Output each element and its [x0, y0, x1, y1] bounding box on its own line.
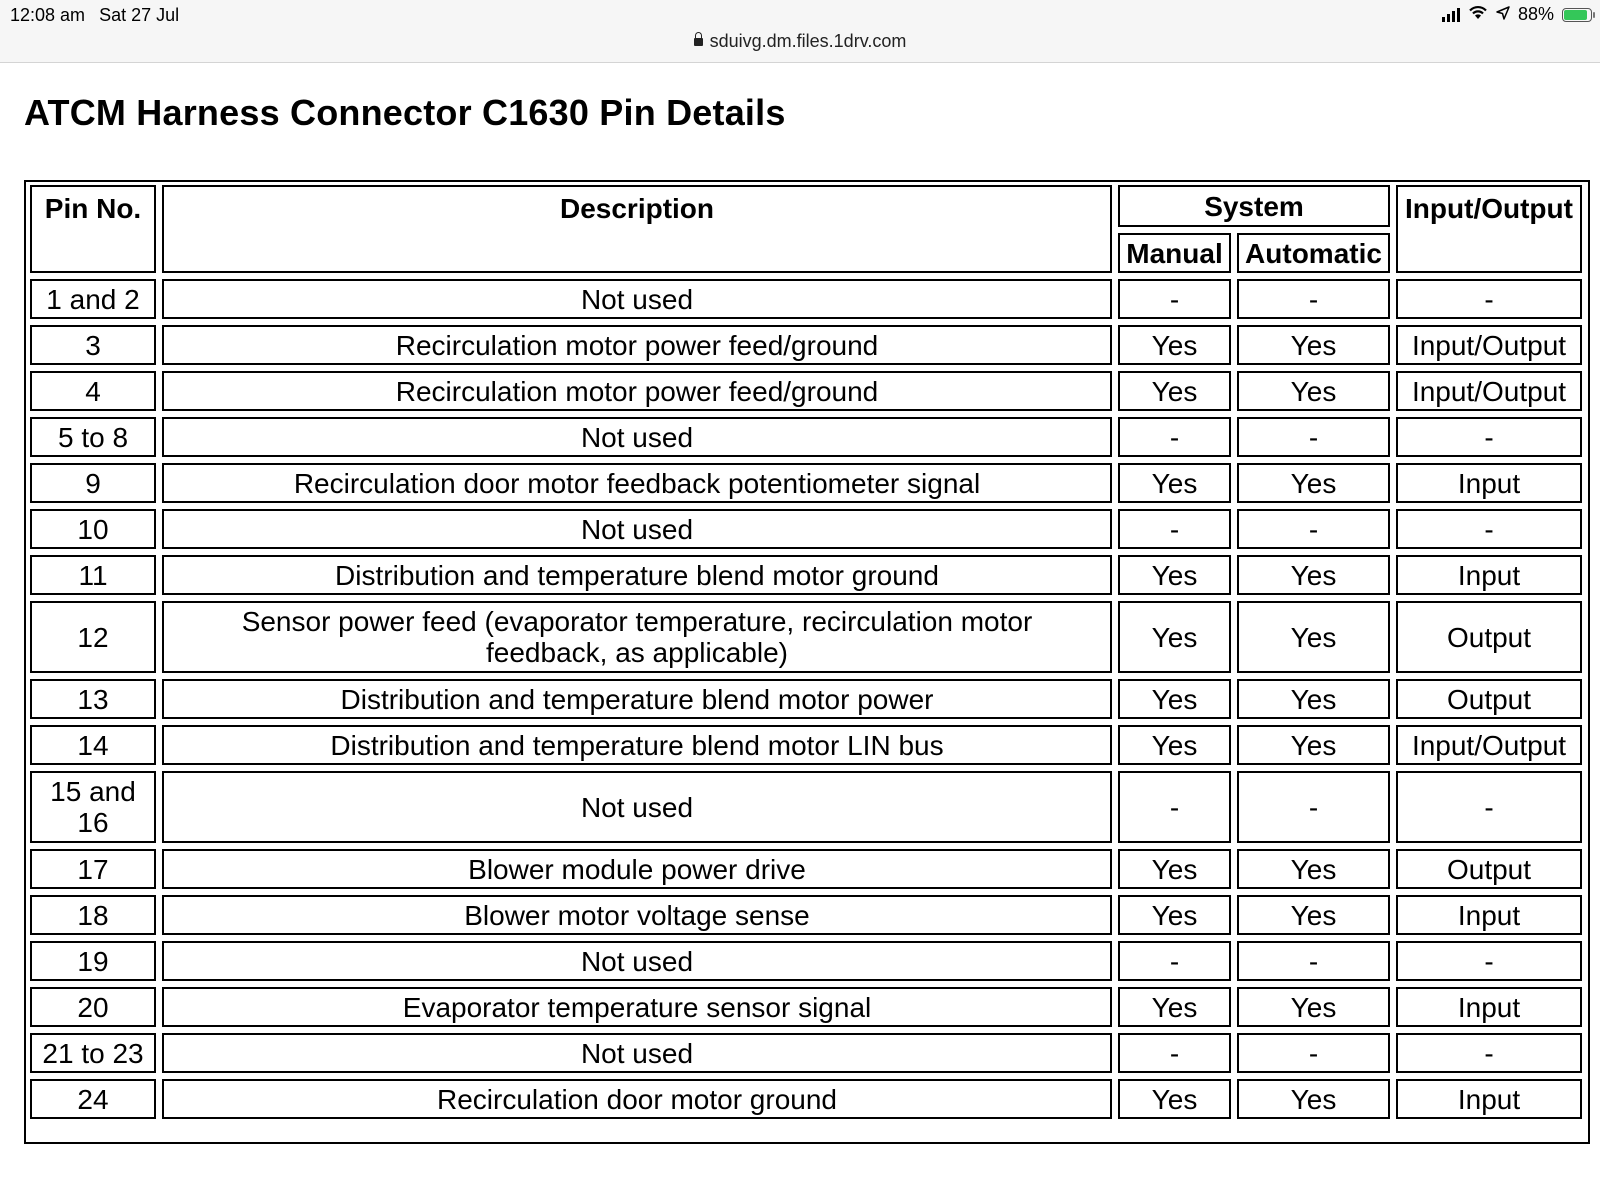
table-row	[30, 463, 1582, 503]
cell-pin: 10	[30, 509, 156, 549]
cell-automatic: Yes	[1237, 679, 1390, 719]
cell-manual: Yes	[1118, 1079, 1231, 1119]
cell-input-output: Input	[1396, 987, 1582, 1027]
cell-input-output: -	[1396, 941, 1582, 981]
header-row	[30, 185, 1582, 227]
header-manual: Manual	[1118, 233, 1231, 273]
table-body	[30, 279, 1582, 1119]
cell-automatic: Yes	[1237, 325, 1390, 365]
cell-input-output: Input	[1396, 1079, 1582, 1119]
table-row	[30, 555, 1582, 595]
cell-description: Not used	[162, 279, 1112, 319]
cell-automatic: Yes	[1237, 725, 1390, 765]
cell-input-output: Input	[1396, 555, 1582, 595]
battery-percent: 88%	[1517, 4, 1554, 24]
cell-pin: 19	[30, 941, 156, 981]
pin-details-table	[24, 179, 1588, 1125]
cell-pin: 5 to 8	[30, 417, 156, 457]
cell-manual: Yes	[1118, 555, 1231, 595]
cell-automatic: -	[1237, 1033, 1390, 1073]
cell-pin: 20	[30, 987, 156, 1027]
cell-description: Recirculation door motor ground	[162, 1079, 1112, 1119]
table-row	[30, 679, 1582, 719]
table-row	[30, 509, 1582, 549]
table-row	[30, 417, 1582, 457]
location-arrow-icon	[1496, 4, 1510, 25]
cell-description: Recirculation motor power feed/ground	[162, 325, 1112, 365]
cell-description: Recirculation motor power feed/ground	[162, 371, 1112, 411]
cell-description: Not used	[162, 941, 1112, 981]
cell-manual: Yes	[1118, 895, 1231, 935]
cell-description: Evaporator temperature sensor signal	[162, 987, 1112, 1027]
cell-input-output: Input	[1396, 463, 1582, 503]
cell-pin: 14	[30, 725, 156, 765]
cell-description: Distribution and temperature blend motor power	[162, 679, 1112, 719]
cell-pin: 21 to 23	[30, 1033, 156, 1073]
cell-pin: 12	[30, 601, 156, 673]
table-row	[30, 279, 1582, 319]
cell-pin: 15 and 16	[30, 771, 156, 843]
table-row	[30, 941, 1582, 981]
cell-manual: Yes	[1118, 725, 1231, 765]
cell-automatic: Yes	[1237, 987, 1390, 1027]
cell-input-output: Input	[1396, 895, 1582, 935]
cell-pin: 1 and 2	[30, 279, 156, 319]
header-input-output: Input/Output	[1396, 185, 1582, 273]
cell-manual: -	[1118, 941, 1231, 981]
cell-automatic: Yes	[1237, 555, 1390, 595]
cell-input-output: -	[1396, 1033, 1582, 1073]
cell-pin: 13	[30, 679, 156, 719]
cell-pin: 18	[30, 895, 156, 935]
cell-description: Recirculation door motor feedback potentiometer signal	[162, 463, 1112, 503]
url-text: sduivg.dm.files.1drv.com	[709, 31, 907, 51]
cell-input-output: Input/Output	[1396, 325, 1582, 365]
table-row	[30, 771, 1582, 843]
url-bar[interactable]	[0, 31, 1600, 52]
table-row	[30, 371, 1582, 411]
cell-automatic: Yes	[1237, 1079, 1390, 1119]
cell-manual: Yes	[1118, 463, 1231, 503]
header-pin: Pin No.	[30, 185, 156, 273]
cell-input-output: -	[1396, 417, 1582, 457]
cell-automatic: -	[1237, 279, 1390, 319]
cell-automatic: -	[1237, 417, 1390, 457]
cell-manual: Yes	[1118, 371, 1231, 411]
clock	[10, 5, 193, 26]
cell-description: Distribution and temperature blend motor ground	[162, 555, 1112, 595]
cellular-signal-icon	[1442, 8, 1460, 22]
cell-manual: -	[1118, 417, 1231, 457]
cell-input-output: Output	[1396, 601, 1582, 673]
cell-manual: Yes	[1118, 849, 1231, 889]
cell-description: Not used	[162, 417, 1112, 457]
cell-description: Sensor power feed (evaporator temperature, recirculation motor feedback, as applicable)	[162, 601, 1112, 673]
cell-description: Not used	[162, 771, 1112, 843]
cell-automatic: Yes	[1237, 895, 1390, 935]
table-row	[30, 601, 1582, 673]
cell-manual: Yes	[1118, 325, 1231, 365]
cell-manual: -	[1118, 1033, 1231, 1073]
cell-input-output: -	[1396, 509, 1582, 549]
cell-input-output: Output	[1396, 849, 1582, 889]
cell-manual: Yes	[1118, 987, 1231, 1027]
cell-automatic: Yes	[1237, 849, 1390, 889]
header-automatic: Automatic	[1237, 233, 1390, 273]
cell-automatic: Yes	[1237, 601, 1390, 673]
table-row	[30, 987, 1582, 1027]
cell-manual: -	[1118, 279, 1231, 319]
cell-manual: Yes	[1118, 679, 1231, 719]
header-system: System	[1118, 185, 1390, 227]
table-row	[30, 1033, 1582, 1073]
cell-automatic: Yes	[1237, 371, 1390, 411]
cell-automatic: -	[1237, 509, 1390, 549]
table-row	[30, 895, 1582, 935]
table-row	[30, 725, 1582, 765]
table-row	[30, 325, 1582, 365]
cell-manual: Yes	[1118, 601, 1231, 673]
cell-pin: 9	[30, 463, 156, 503]
pin-table-frame	[24, 180, 1590, 1144]
cell-pin: 24	[30, 1079, 156, 1119]
cell-description: Blower module power drive	[162, 849, 1112, 889]
header-description: Description	[162, 185, 1112, 273]
status-date: Sat 27 Jul	[99, 5, 180, 25]
cell-description: Not used	[162, 1033, 1112, 1073]
cell-pin: 11	[30, 555, 156, 595]
cell-manual: -	[1118, 771, 1231, 843]
status-indicators	[1442, 4, 1592, 25]
cell-input-output: -	[1396, 771, 1582, 843]
table-row	[30, 849, 1582, 889]
cell-pin: 4	[30, 371, 156, 411]
cell-input-output: Input/Output	[1396, 371, 1582, 411]
cell-pin: 17	[30, 849, 156, 889]
cell-automatic: -	[1237, 771, 1390, 843]
cell-description: Blower motor voltage sense	[162, 895, 1112, 935]
cell-pin: 3	[30, 325, 156, 365]
status-bar	[0, 0, 1600, 63]
page-title: ATCM Harness Connector C1630 Pin Details	[24, 92, 786, 133]
cell-input-output: Input/Output	[1396, 725, 1582, 765]
cell-description: Distribution and temperature blend motor LIN bus	[162, 725, 1112, 765]
table-row	[30, 1079, 1582, 1119]
cell-automatic: -	[1237, 941, 1390, 981]
wifi-icon	[1468, 4, 1488, 25]
cell-input-output: -	[1396, 279, 1582, 319]
lock-icon	[694, 38, 703, 46]
cell-input-output: Output	[1396, 679, 1582, 719]
cell-automatic: Yes	[1237, 463, 1390, 503]
cell-description: Not used	[162, 509, 1112, 549]
battery-icon	[1562, 8, 1592, 22]
status-time: 12:08 am	[10, 5, 86, 25]
cell-manual: -	[1118, 509, 1231, 549]
